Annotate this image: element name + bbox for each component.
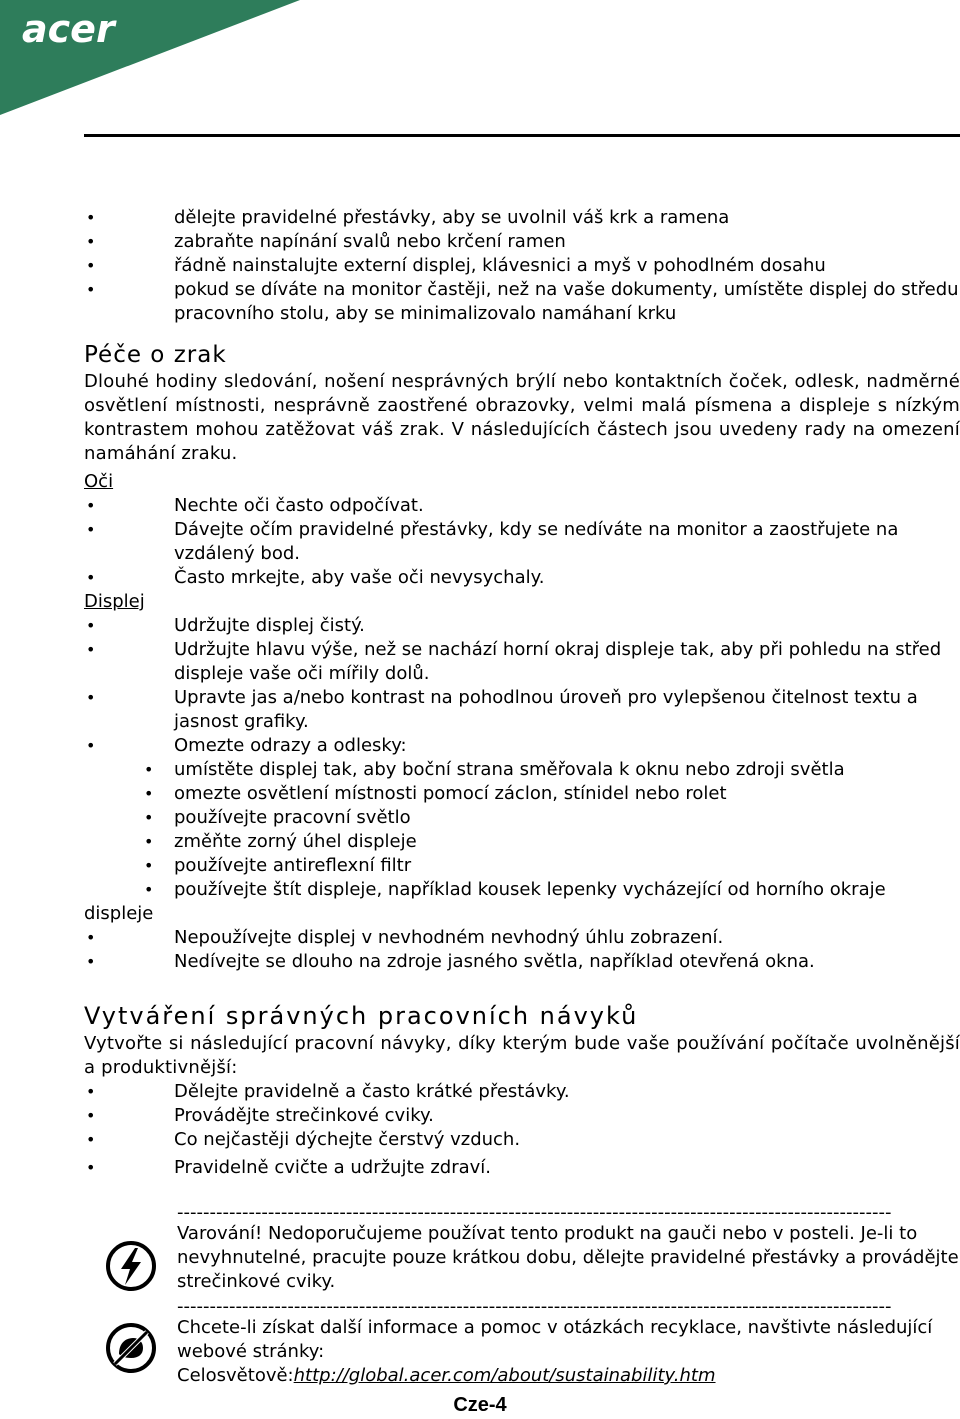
sub-list-item: • omezte osvětlení místnosti pomocí záclon, stínidel nebo rolet bbox=[144, 783, 727, 804]
list-item: • Pravidelně cvičte a udržujte zdraví. bbox=[86, 1157, 492, 1178]
list-item: • Často mrkejte, aby vaše oči nevysychaly. bbox=[86, 567, 545, 588]
dashed-separator: -------------------------------------------------------------------------------------------------------------- bbox=[177, 1204, 892, 1222]
page-number: Cze-4 bbox=[453, 1394, 507, 1416]
sub-list-item: • umístěte displej tak, aby boční strana směřovala k oknu nebo zdroji světla bbox=[144, 759, 845, 780]
list-item-text: umístěte displej tak, aby boční strana směřovala k oknu nebo zdroji světla bbox=[174, 759, 845, 780]
list-item: • Dávejte očím pravidelné přestávky, kdy se nedíváte na monitor a zaostřujete na vzdálený bod. bbox=[86, 519, 899, 564]
recycle-prefix: Celosvětově: bbox=[177, 1365, 294, 1386]
section-heading-habits: Vytváření správných pracovních návyků bbox=[84, 1002, 639, 1030]
list-item-text: používejte antireflexní filtr bbox=[174, 855, 412, 876]
document-body bbox=[84, 206, 960, 1180]
list-item-text: Dávejte očím pravidelné přestávky, kdy se nedíváte na monitor a zaostřujete na vzdálený bod. bbox=[174, 519, 899, 564]
list-item-text: používejte pracovní světlo bbox=[174, 807, 411, 828]
notes-block bbox=[105, 1204, 960, 1388]
list-item-text: Nechte oči často odpočívat. bbox=[174, 495, 424, 516]
list-item-text: Pravidelně cvičte a udržujte zdraví. bbox=[174, 1157, 492, 1178]
subheading-eyes: Oči bbox=[84, 471, 114, 492]
list-item: • Udržujte hlavu výše, než se nachází horní okraj displeje tak, aby při pohledu na střed displeje vaše oči mířily dolů. bbox=[86, 639, 942, 684]
list-item: • Udržujte displej čistý. bbox=[86, 615, 365, 636]
list-item-text: používejte štít displeje, například kousek lepenky vycházející od horního okraje bbox=[174, 879, 886, 900]
list-item: • Dělejte pravidelně a často krátké přestávky. bbox=[86, 1081, 570, 1102]
list-item: • Co nejčastěji dýchejte čerstvý vzduch. bbox=[86, 1129, 521, 1150]
acer-banner bbox=[0, 0, 300, 115]
list-item: • Provádějte strečinkové cviky. bbox=[86, 1105, 434, 1126]
recycle-link-line bbox=[177, 1364, 960, 1388]
lightning-icon bbox=[105, 1240, 157, 1292]
sub-list-item: • používejte antireflexní filtr bbox=[144, 855, 412, 876]
list-item-text: pokud se díváte na monitor častěji, než na vaše dokumenty, umístěte displej do středu pracovního stolu, aby se minimalizovalo namáhaní krku bbox=[174, 279, 959, 324]
acer-logo: acer bbox=[22, 7, 115, 51]
sub-list-item: • používejte štít displeje, například kousek lepenky vycházející od horního okraje bbox=[144, 879, 886, 900]
list-item: • Upravte jas a/nebo kontrast na pohodlnou úroveň pro vylepšenou čitelnost textu a jasnost grafiky. bbox=[86, 687, 918, 732]
list-item-text: změňte zorný úhel displeje bbox=[174, 831, 417, 852]
list-item-text: Omezte odrazy a odlesky: bbox=[174, 735, 407, 756]
list-item: • Nedívejte se dlouho na zdroje jasného světla, například otevřená okna. bbox=[86, 951, 815, 972]
list-item: • řádně nainstalujte externí displej, klávesnici a myš v pohodlném dosahu bbox=[86, 255, 826, 276]
list-item-text: Dělejte pravidelně a často krátké přestávky. bbox=[174, 1081, 570, 1102]
list-item-text: Nedívejte se dlouho na zdroje jasného světla, například otevřená okna. bbox=[174, 951, 815, 972]
list-item-text: Udržujte hlavu výše, než se nachází horní okraj displeje tak, aby při pohledu na střed displeje vaše oči mířily dolů. bbox=[174, 639, 942, 684]
list-item-text: dělejte pravidelné přestávky, aby se uvolnil váš krk a ramena bbox=[174, 207, 730, 228]
header-rule bbox=[84, 134, 960, 137]
subheading-display: Displej bbox=[84, 591, 145, 612]
list-item-text: omezte osvětlení místnosti pomocí záclon, stínidel nebo rolet bbox=[174, 783, 727, 804]
recycle-text: Chcete-li získat další informace a pomoc v otázkách recyklace, navštivte následující webové stránky: bbox=[177, 1317, 933, 1362]
list-item: • dělejte pravidelné přestávky, aby se uvolnil váš krk a ramena bbox=[86, 207, 730, 228]
sub-list-item: • změňte zorný úhel displeje bbox=[144, 831, 417, 852]
list-item: • Nepoužívejte displej v nevhodném nevhodný úhlu zobrazení. bbox=[86, 927, 724, 948]
list-item-text: Co nejčastěji dýchejte čerstvý vzduch. bbox=[174, 1129, 521, 1150]
list-item: • zabraňte napínání svalů nebo krčení ramen bbox=[86, 231, 566, 252]
list-item-text: Upravte jas a/nebo kontrast na pohodlnou úroveň pro vylepšenou čitelnost textu a jasnost grafiky. bbox=[174, 687, 918, 732]
list-item-text: řádně nainstalujte externí displej, klávesnici a myš v pohodlném dosahu bbox=[174, 255, 826, 276]
warning-text: Varování! Nedoporučujeme používat tento produkt na gauči nebo v posteli. Je-li to nevyhnutelné, pracujte pouze krátkou dobu, dělejte pravidelné přestávky a provádějte strečinkové cviky. bbox=[177, 1223, 959, 1292]
section-heading-eyes: Péče o zrak bbox=[84, 342, 227, 368]
list-item-text: Často mrkejte, aby vaše oči nevysychaly. bbox=[174, 567, 545, 588]
recycle-note bbox=[105, 1316, 960, 1388]
list-item-text: Udržujte displej čistý. bbox=[174, 615, 365, 636]
dashed-separator: -------------------------------------------------------------------------------------------------------------- bbox=[177, 1298, 892, 1316]
list-item: • pokud se díváte na monitor častěji, než na vaše dokumenty, umístěte displej do středu pracovního stolu, aby se minimalizovalo namáhaní krku bbox=[86, 279, 959, 324]
eyes-paragraph: Dlouhé hodiny sledování, nošení nesprávných brýlí nebo kontaktních čoček, odlesk, nadměrné osvětlení místnosti, nesprávně zaostřené obrazovky, velmi malá písmena a displeje s nízkým kontrastem mohou zatěžovat váš zrak. V následujících částech jsou uvedeny rady na omezení namáhání zraku. bbox=[84, 371, 960, 464]
list-item-text: Nepoužívejte displej v nevhodném nevhodný úhlu zobrazení. bbox=[174, 927, 724, 948]
wrap-word: displeje bbox=[84, 903, 154, 924]
list-item-text: zabraňte napínání svalů nebo krčení ramen bbox=[174, 231, 566, 252]
list-item: • Omezte odrazy a odlesky: bbox=[86, 735, 407, 756]
no-disposal-icon bbox=[105, 1322, 157, 1374]
sustainability-link[interactable]: http://global.acer.com/about/sustainability.htm bbox=[293, 1365, 716, 1386]
list-item: • Nechte oči často odpočívat. bbox=[86, 495, 424, 516]
list-item-text: Provádějte strečinkové cviky. bbox=[174, 1105, 434, 1126]
habits-paragraph: Vytvořte si následující pracovní návyky, díky kterým bude vaše používání počítače uvolněnější a produktivnější: bbox=[84, 1033, 960, 1078]
warning-note bbox=[105, 1222, 960, 1294]
sub-list-item: • používejte pracovní světlo bbox=[144, 807, 411, 828]
